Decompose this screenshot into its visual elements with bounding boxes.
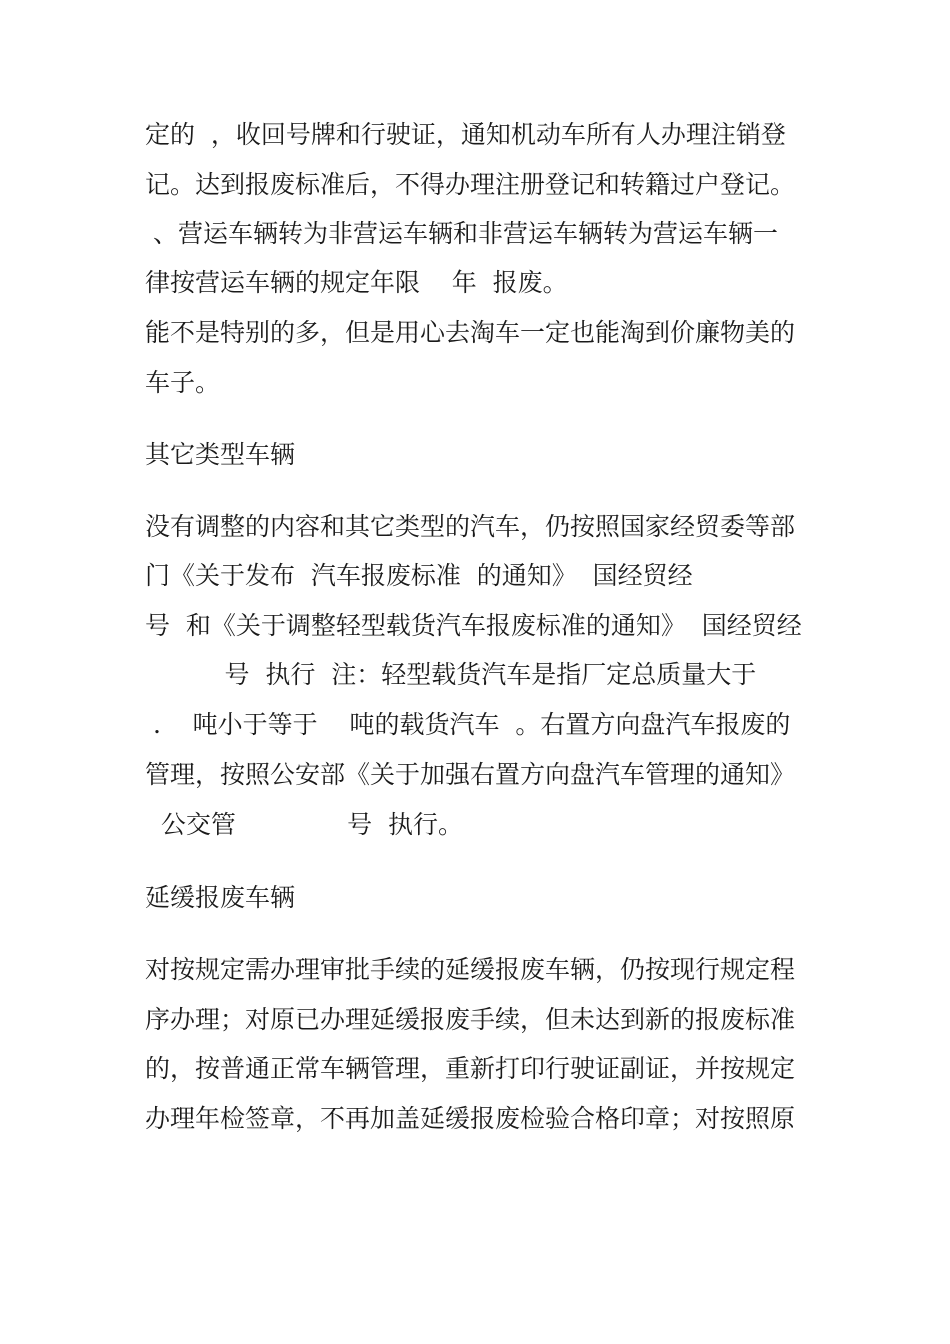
section-heading: 延缓报废车辆 [145, 883, 296, 912]
text-line: 能不是特别的多，但是用心去淘车一定也能淘到价廉物美的 [145, 318, 796, 347]
text-line: 门《关于发布 汽车报废标准 的通知》 国经贸经 [145, 561, 693, 590]
text-line: 号 和《关于调整轻型载货汽车报废标准的通知》 国经贸经 [145, 611, 802, 640]
text-line: 办理年检签章，不再加盖延缓报废检验合格印章；对按照原 [145, 1104, 796, 1133]
text-line: 律按营运车辆的规定年限 年 报废。 [145, 268, 568, 297]
text-line: 定的 ，收回号牌和行驶证，通知机动车所有人办理注销登 [145, 120, 786, 149]
text-line: 管理，按照公安部《关于加强右置方向盘汽车管理的通知》 [145, 760, 796, 789]
text-line: 公交管 号 执行。 [145, 810, 464, 839]
text-line: 号 执行 注：轻型载货汽车是指厂定总质量大于 [145, 660, 757, 689]
text-line: 没有调整的内容和其它类型的汽车，仍按照国家经贸委等部 [145, 512, 796, 541]
text-line: . 吨小于等于 吨的载货汽车 。右置方向盘汽车报废的 [145, 710, 791, 739]
text-line: 的，按普通正常车辆管理，重新打印行驶证副证，并按规定 [145, 1054, 796, 1083]
text-line: 对按规定需办理审批手续的延缓报废车辆，仍按现行规定程 [145, 955, 796, 984]
text-line: 记。达到报废标准后，不得办理注册登记和转籍过户登记。 [145, 170, 796, 199]
text-line: 序办理；对原已办理延缓报废手续，但未达到新的报废标准 [145, 1005, 796, 1034]
section-heading: 其它类型车辆 [145, 440, 296, 469]
text-line: 车子。 [145, 368, 221, 397]
text-line: 、营运车辆转为非营运车辆和非营运车辆转为营运车辆一 [145, 219, 778, 248]
